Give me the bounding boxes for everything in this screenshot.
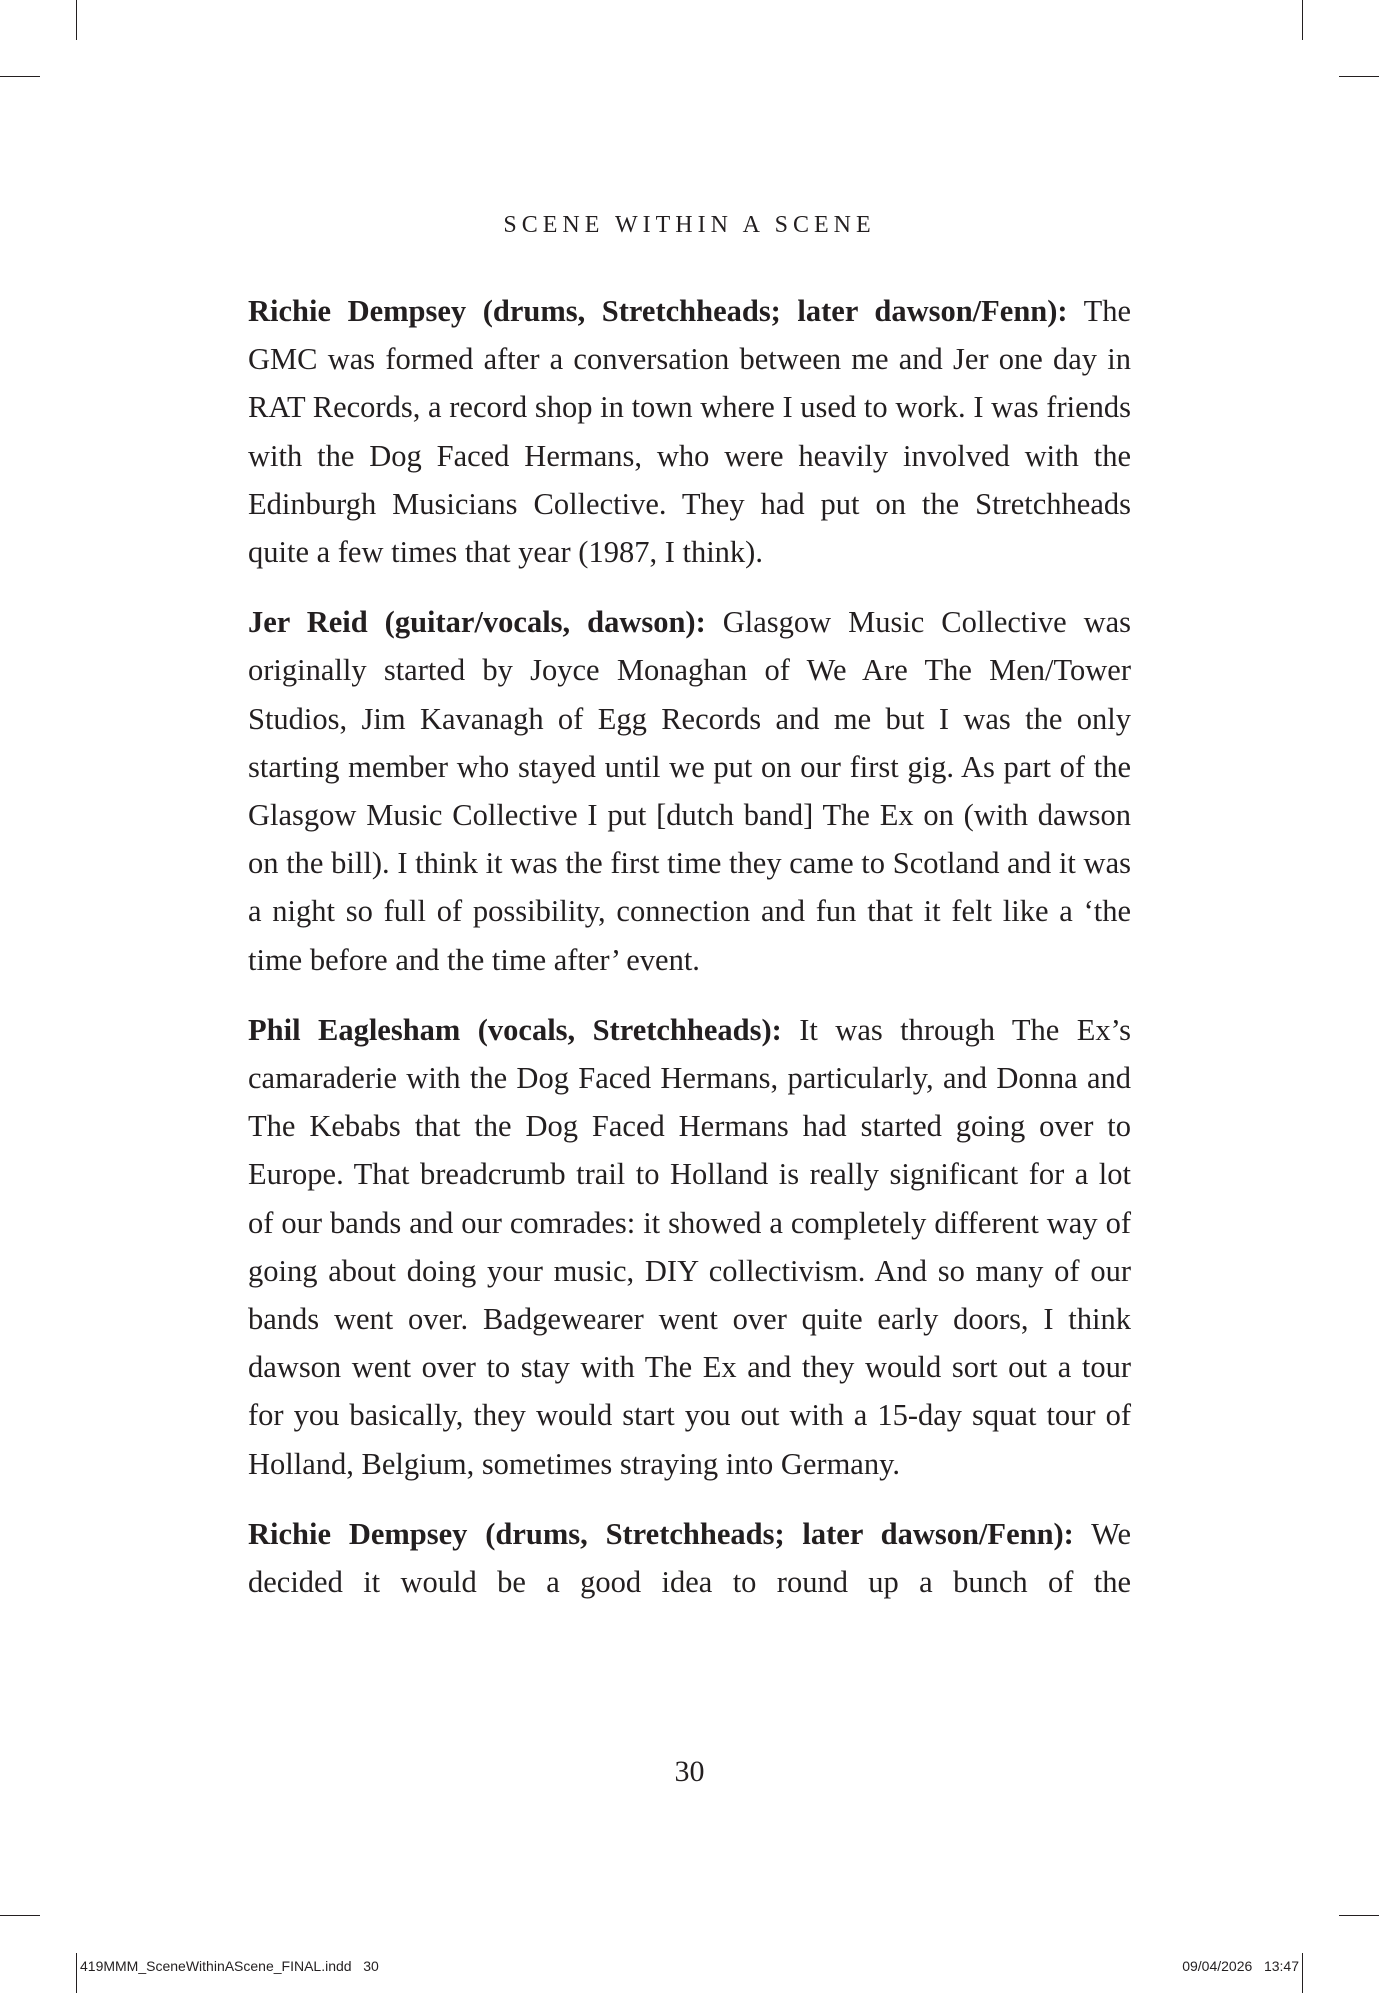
paragraph-text: It was through The Ex’s camaraderie with the Dog Faced Hermans, particularly, and Donna and The Kebabs that the Dog Faced Hermans had started going over to Europe. That breadcrumb trail to Holland is really significant for a lot of our bands and our comrades: it showed a completely different way of going about doing your music, DIY collectivism. And so many of our bands went over. Badgewearer went over quite early doors, I think dawson went over to stay with The Ex and they would sort out a tour for you basically, they would start you out with a 15-day squat tour of Holland, Belgium, sometimes straying into Germany.: [248, 1012, 1131, 1481]
slug-filename: 419MMM_SceneWithinAScene_FINAL.indd 30: [80, 1958, 379, 1974]
speaker-label: Richie Dempsey (drums, Stretchheads; later dawson/Fenn):: [248, 294, 1068, 328]
page-number: 30: [674, 1755, 705, 1788]
interview-paragraph: [248, 1006, 1131, 1488]
interview-paragraph: [248, 598, 1131, 984]
crop-mark-bottom-left-h: [0, 1915, 40, 1916]
crop-mark-bottom-left: [76, 1953, 77, 1993]
crop-mark-top-left: [76, 0, 77, 40]
crop-mark-top-right-h: [1339, 76, 1379, 77]
speaker-label: Jer Reid (guitar/vocals, dawson):: [248, 605, 706, 640]
interview-paragraph: [248, 1510, 1131, 1606]
body-text: [248, 287, 1131, 1628]
slug-date: 09/04/2026 13:47: [1182, 1958, 1299, 1974]
paragraph-text: Glasgow Music Collective was originally started by Joyce Monaghan of We Are The Men/Tower Studios, Jim Kavanagh of Egg Records and me but I was the only starting member who stayed until we put on our first gig. As part of the Glasgow Music Collective I put [dutch band] The Ex on (with dawson on the bill). I think it was the first time they came to Scotland and it was a night so full of possibility, connection and fun that it felt like a ‘the time before and the time after’ event.: [248, 605, 1132, 977]
crop-mark-bottom-right-h: [1339, 1915, 1379, 1916]
crop-mark-bottom-right: [1302, 1953, 1303, 1993]
paragraph-text: The GMC was formed after a conversation between me and Jer one day in RAT Records, a record shop in town where I used to work. I was friends with the Dog Faced Hermans, who were heavily involved with the Edinburgh Musicians Collective. They had put on the Stretchheads quite a few times that year (1987, I think).: [248, 294, 1132, 570]
running-head: SCENE WITHIN A SCENE: [503, 212, 876, 238]
crop-mark-top-left-h: [0, 76, 40, 77]
interview-paragraph: [248, 287, 1131, 576]
speaker-label: Richie Dempsey (drums, Stretchheads; later dawson/Fenn):: [248, 1516, 1074, 1551]
paragraph-text: We decided it would be a good idea to round up a bunch of the: [248, 1516, 1131, 1600]
speaker-label: Phil Eaglesham (vocals, Stretchheads):: [248, 1012, 782, 1047]
crop-mark-top-right: [1302, 0, 1303, 40]
